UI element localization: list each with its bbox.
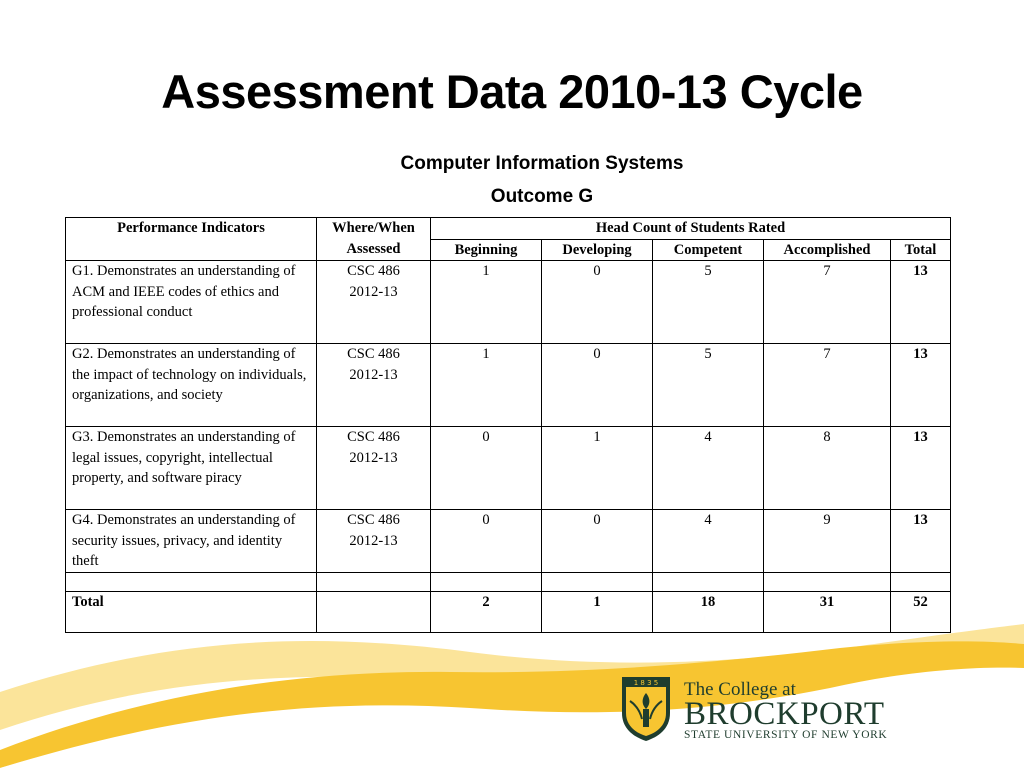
beginning-cell: 0	[431, 510, 542, 573]
total-cell: 13	[891, 510, 951, 573]
course-text: CSC 486	[347, 429, 400, 445]
course-text: CSC 486	[347, 512, 400, 528]
competent-cell: 4	[653, 427, 764, 510]
year-text: 2012-13	[349, 449, 398, 466]
logo-text-suny: STATE UNIVERSITY OF NEW YORK	[684, 729, 888, 741]
table-subtitle-program: Computer Information Systems	[400, 153, 684, 174]
table-row	[66, 427, 951, 510]
where-when-cell	[317, 510, 431, 573]
total-beginning: 2	[431, 592, 542, 633]
empty-cell	[66, 573, 317, 592]
competent-cell: 5	[653, 344, 764, 427]
empty-row	[66, 573, 951, 592]
where-when-cell	[317, 427, 431, 510]
logo-text-college: The College at	[684, 679, 796, 700]
accomplished-cell: 8	[764, 427, 891, 510]
svg-text:1 8 3 5: 1 8 3 5	[633, 679, 659, 687]
developing-cell: 1	[542, 427, 653, 510]
beginning-cell: 0	[431, 427, 542, 510]
accomplished-cell: 7	[764, 261, 891, 344]
header-competent: Competent	[653, 239, 764, 261]
competent-cell: 4	[653, 510, 764, 573]
total-accomplished: 31	[764, 592, 891, 633]
slide-title: Assessment Data 2010-13 Cycle	[161, 65, 863, 118]
logo-text-brockport: BROCKPORT	[684, 696, 885, 732]
total-cell: 13	[891, 344, 951, 427]
total-competent: 18	[653, 592, 764, 633]
table-row	[66, 510, 951, 573]
beginning-cell: 1	[431, 344, 542, 427]
year-text: 2012-13	[349, 532, 398, 549]
empty-cell	[653, 573, 764, 592]
empty-cell	[764, 573, 891, 592]
indicator-cell: G4. Demonstrates an understanding of security issues, privacy, and identity theft	[66, 510, 317, 573]
grand-total: 52	[891, 592, 951, 633]
year-text: 2012-13	[349, 283, 398, 300]
empty-cell	[317, 573, 431, 592]
table-row	[66, 344, 951, 427]
header-beginning: Beginning	[431, 239, 542, 261]
developing-cell: 0	[542, 261, 653, 344]
header-head-count: Head Count of Students Rated	[431, 218, 951, 240]
accomplished-cell: 7	[764, 344, 891, 427]
year-text: 2012-13	[349, 366, 398, 383]
totals-label: Total	[66, 592, 317, 633]
course-text: CSC 486	[347, 346, 400, 362]
college-seal-logo	[620, 675, 672, 741]
indicator-cell: G3. Demonstrates an understanding of legal issues, copyright, intellectual property, and software piracy	[66, 427, 317, 510]
total-cell: 13	[891, 261, 951, 344]
total-cell: 13	[891, 427, 951, 510]
decorative-swoosh	[0, 600, 1024, 768]
beginning-cell: 1	[431, 261, 542, 344]
table-subtitle-outcome: Outcome G	[490, 186, 594, 207]
where-when-cell	[317, 344, 431, 427]
empty-cell	[542, 573, 653, 592]
accomplished-cell: 9	[764, 510, 891, 573]
empty-cell	[431, 573, 542, 592]
header-row	[66, 218, 951, 240]
table-row	[66, 261, 951, 344]
where-when-cell	[317, 261, 431, 344]
indicator-cell: G2. Demonstrates an understanding of the impact of technology on individuals, organizations, and society	[66, 344, 317, 427]
total-developing: 1	[542, 592, 653, 633]
indicator-cell: G1. Demonstrates an understanding of ACM and IEEE codes of ethics and professional conduct	[66, 261, 317, 344]
header-accomplished: Accomplished	[764, 239, 891, 261]
header-developing: Developing	[542, 239, 653, 261]
header-where-when: Where/When Assessed	[317, 218, 431, 261]
competent-cell: 5	[653, 261, 764, 344]
empty-cell	[891, 573, 951, 592]
developing-cell: 0	[542, 510, 653, 573]
course-text: CSC 486	[347, 263, 400, 279]
assessment-table	[65, 217, 951, 633]
header-performance-indicators: Performance Indicators	[66, 218, 317, 261]
header-total: Total	[891, 239, 951, 261]
developing-cell: 0	[542, 344, 653, 427]
